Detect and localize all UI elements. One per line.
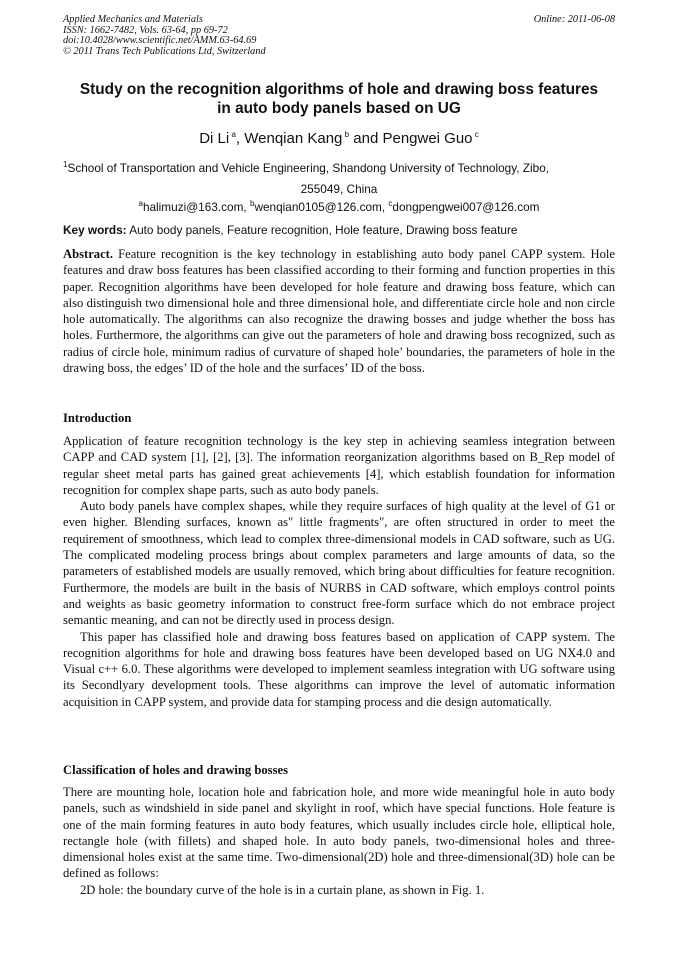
paragraph: 2D hole: the boundary curve of the hole is in a curtain plane, as shown in Fig. 1. [80, 882, 485, 897]
journal-header [63, 15, 615, 57]
email-address: halimuzi@163.com, [142, 200, 250, 214]
title-line-2: in auto body panels based on UG [217, 100, 461, 117]
author-name: Pengwei Guo [382, 130, 473, 147]
section-heading-introduction: Introduction [63, 411, 132, 425]
abstract-label: Abstract. [63, 247, 114, 261]
affiliation-line-2: 255049, China [300, 182, 378, 196]
email-address: wenqian0105@126.com, [254, 200, 389, 214]
keywords-text: Auto body panels, Feature recognition, Hole feature, Drawing boss feature [126, 223, 518, 237]
copyright-line: © 2011 Trans Tech Publications Ltd, Switzerland [63, 45, 266, 57]
keywords [63, 223, 623, 238]
email-marker: b [250, 199, 255, 209]
author-emails [63, 200, 615, 215]
introduction-section [63, 433, 615, 710]
affiliation-line-1: School of Transportation and Vehicle Engineering, Shandong University of Technology, Zibo, [67, 161, 550, 175]
author-name: Wenqian Kang [244, 130, 343, 147]
paper-title [40, 80, 638, 118]
classification-section [63, 784, 615, 898]
author-marker: b [344, 130, 350, 139]
email-marker: c [388, 199, 393, 209]
author-name: Di Li [199, 130, 230, 147]
title-line-1: Study on the recognition algorithms of hole and drawing boss features [79, 81, 599, 98]
paragraph: There are mounting hole, location hole and fabrication hole, and more wide meaningful hole in auto body panels, such as windshield in side panel and skylight in roof, which have special functions. Hole feature is one of the main forming features in auto body features, which usually includes circle hole, elliptical hole, rectangle hole (with fillets) and shaped hole. In auto body panels, two-dimensional holes and three-dimensional holes exist at the same time. Two-dimensional(2D) hole and three-dimensional(3D) hole can be defined as follows: [63, 785, 615, 881]
paragraph: This paper has classified hole and drawing boss features based on application of CAPP system. The recognition algorithms for hole and drawing boss features have been developed based on UG NX4.0 and Visual c++ 6.0. These algorithms were developed to implement seamless integration with UG software using its Secondlyary development tools. These algorithms can improve the level of automatic information acquisition in CAPP system, and provide data for stamping process and die design automatically. [63, 629, 615, 709]
email-marker: a [138, 199, 143, 209]
author-separator: and [349, 130, 383, 147]
section-heading-classification: Classification of holes and drawing bosses [63, 763, 288, 777]
author-list [40, 130, 638, 148]
paragraph: Application of feature recognition technology is the key step in achieving seamless integration between CAPP and CAD system [1], [2], [3]. The information reorganization algorithms based on B_Rep model of regular sheet metal parts has gained great achievements [4], which establish foundation for information recognition for complex shape parts, such as auto body panels. [63, 434, 615, 497]
author-separator: , [235, 130, 245, 147]
abstract-text: Feature recognition is the key technology in establishing auto body panel CAPP system. Hole features and draw boss features has been classified according to their forming and function properties in this paper. Recognition algorithms have been developed for hole feature and drawing boss feature, which can also distinguish two dimensional hole and three dimensional hole, and differentiate circle hole and non circle hole automatically. The algorithms can also recognize the drawing bosses and judge whether the boss has holes. Furthermore, the algorithms can give out the parameters of hole and drawing boss recognized, such as radius of circle hole, minimum radius of curvature of shaped hole’ boundaries, the parameters of hole in the drawing boss, the edges’ ID of the hole and the surfaces’ ID of the boss. [63, 247, 615, 376]
affiliation [63, 158, 615, 200]
paragraph: Auto body panels have complex shapes, while they require surfaces of high quality at the level of G1 or even higher. Blending surfaces, known as" little fragments", are often structured in order to meet the requirement of smoothness, which lead to complex three-dimensional models in CAD software, such as UG. The complicated modeling process brings about complex parameters and large amounts of data, so the parameters of established models are usually removed, which bring about difficulties for feature recognition. Furthermore, the models are built in the basis of NURBS in CAD software, which employs control points and weights as basic geometry information to construct free-form surface which do not embrace project semantic meaning, and can not be directly used in process design. [63, 499, 615, 628]
author-marker: c [474, 130, 479, 139]
issn-line: ISSN: 1662-7482, Vols. 63-64, pp 69-72 [63, 24, 228, 36]
email-address: dongpengwei007@126.com [392, 200, 540, 214]
online-date: Online: 2011-06-08 [533, 14, 615, 25]
author-marker: a [231, 130, 236, 139]
keywords-label: Key words: [63, 223, 127, 237]
abstract [63, 246, 615, 376]
doi-line: doi:10.4028/www.scientific.net/AMM.63-64.69 [63, 35, 257, 47]
affiliation-marker: 1 [63, 160, 68, 170]
journal-name: Applied Mechanics and Materials [63, 14, 203, 25]
